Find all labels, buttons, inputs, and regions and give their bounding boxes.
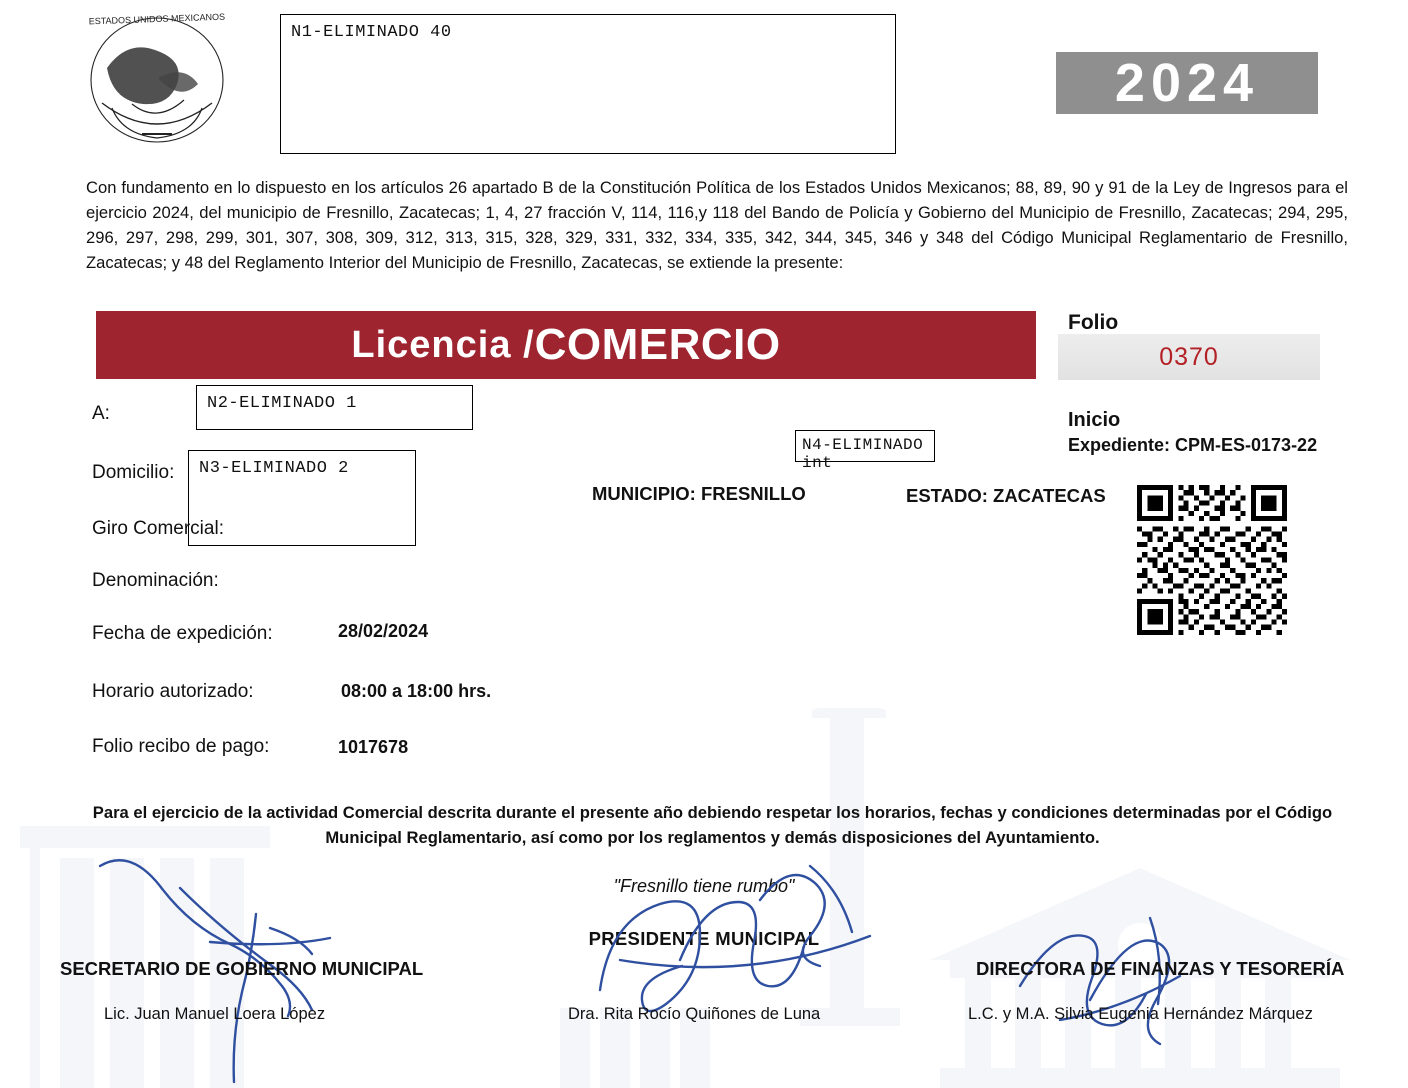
redaction-box-n2: N2-ELIMINADO 1 [196, 385, 473, 430]
redaction-box-n1: N1-ELIMINADO 40 [280, 14, 896, 154]
svg-text:ESTADOS UNIDOS MEXICANOS: ESTADOS UNIDOS MEXICANOS [88, 11, 226, 27]
license-title-band [96, 311, 1036, 379]
signature-ink-tesoreria [1000, 900, 1220, 1060]
signature-name-secretario: Lic. Juan Manuel Loera López [104, 1005, 326, 1023]
legal-paragraph-text: Con fundamento en lo dispuesto en los artículos 26 apartado B de la Constitución Política de los Estados Unidos Mexicanos; 88, 89, 90 y 91 de la Ley de Ingresos para el ejercicio 2024, del municipio de Fresnillo, Zacatecas; 1, 4, 27 fracción V, 114, 116,y 118 del Bando de Policía y Gobierno del Municipio de Fresnillo, Zacatecas; 294, 295, 296, 297, 298, 299, 301, 307, 308, 309, 312, 313, 315, 328, 329, 331, 332, 334, 335, 342, 344, 345, 346 y 348 del Código Municipal Reglamentario de Fresnillo, Zacatecas; y 48 del Reglamento Interior del Municipio de Fresnillo, Zacatecas, se extiende la presente: [86, 178, 1348, 272]
year-value: 2024 [1114, 53, 1260, 113]
municipio-value: MUNICIPIO: FRESNILLO [592, 483, 806, 504]
license-title-main: COMERCIO [534, 320, 781, 369]
signature-title-secretario: SECRETARIO DE GOBIERNO MUNICIPAL [60, 958, 424, 979]
value-fecha-expedicion: 28/02/2024 [338, 621, 429, 641]
legal-paragraph [86, 175, 1348, 275]
signature-name-tesoreria: L.C. y M.A. Silvia Eugenia Hernández Márquez [968, 1005, 1313, 1023]
label-a: A: [92, 403, 110, 424]
qr-code-icon [1137, 485, 1287, 635]
inicio-label: Inicio [1068, 409, 1121, 431]
label-domicilio: Domicilio: [92, 462, 175, 483]
value-horario-autorizado: 08:00 a 18:00 hrs. [341, 681, 492, 701]
signature-title-tesoreria: DIRECTORA DE FINANZAS Y TESORERÍA [976, 958, 1345, 979]
slogan: "Fresnillo tiene rumbo" [613, 876, 795, 896]
redaction-box-n3: N3-ELIMINADO 2 [188, 450, 416, 546]
label-horario-autorizado: Horario autorizado: [92, 681, 254, 702]
folio-label: Folio [1068, 311, 1119, 334]
watermark-building [0, 708, 1408, 1088]
label-folio-recibo: Folio recibo de pago: [92, 736, 270, 757]
estado-value: ESTADO: ZACATECAS [906, 485, 1106, 506]
redaction-box-n4: N4-ELIMINADO int [795, 430, 935, 462]
national-crest-icon [72, 8, 242, 158]
bottom-note: Para el ejercicio de la actividad Comercial descrita durante el presente año debiendo respetar los horarios, fechas y condiciones determinadas por el Código Municipal Reglamentario, así como por los reglamentos y demás disposiciones del Ayuntamiento. [92, 803, 1333, 847]
license-title-prefix: Licencia / [351, 323, 535, 366]
expediente-value: Expediente: CPM-ES-0173-22 [1068, 435, 1318, 455]
signature-name-presidenta: Dra. Rita Rocío Quiñones de Luna [568, 1005, 821, 1023]
year-badge [1056, 52, 1318, 114]
label-denominacion: Denominación: [92, 570, 219, 591]
presidente-municipal-title: PRESIDENTE MUNICIPAL [588, 928, 820, 949]
label-fecha-expedicion: Fecha de expedición: [92, 623, 273, 644]
label-giro-comercial: Giro Comercial: [92, 518, 224, 539]
folio-number: 0370 [1159, 342, 1219, 371]
value-folio-recibo: 1017678 [338, 737, 409, 757]
